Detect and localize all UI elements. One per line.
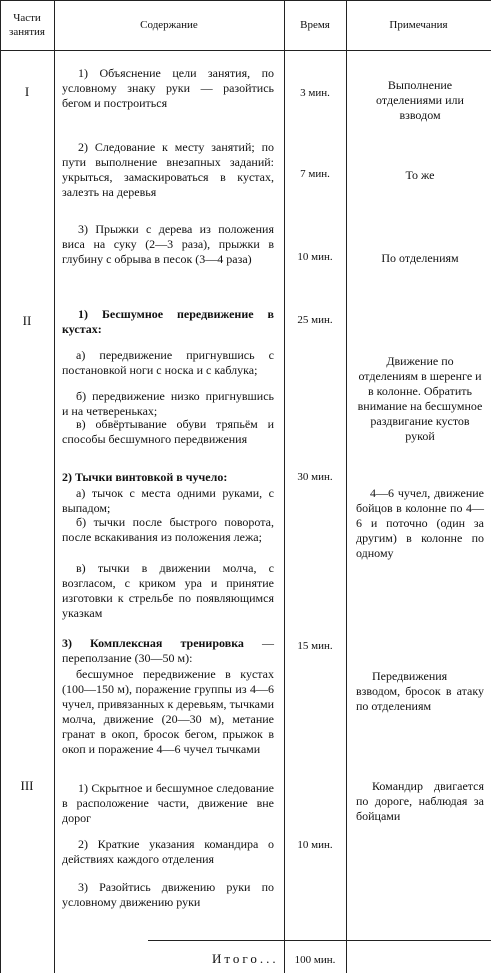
section-title: 1) Бесшумное передвижение в кустах: — [62, 307, 274, 336]
list-item: в) тычки в движении молча, с возгласом, с криком ура и принятие изготовки к стрельбе по появляющимся указкам — [62, 561, 274, 620]
header-part: Части занятия — [9, 12, 45, 38]
row-content: 2) Краткие указания командира о действиях каждого отделения — [62, 837, 274, 866]
row-note: 4—6 чучел, движение бойцов в колонне по 4—6 и поточно (один за другим) в колонне по одному — [356, 486, 484, 560]
row-time: 10 мин. — [297, 839, 333, 851]
section-title: 2) Тычки винтовкой в чучело: — [62, 470, 228, 484]
section-title — [62, 636, 274, 666]
list-item: б) тычки после быстрого поворота, после вскакивания из положения лежа; — [62, 515, 274, 544]
list-item: а) передвижение пригнувшись с постановкой ноги с носка и с каблука; — [62, 348, 274, 377]
row-time: 10 мин. — [297, 251, 333, 263]
column-divider-part — [54, 0, 55, 973]
part-number: I — [24, 84, 30, 99]
row-note: Передвижения взводом, бросок в атаку по отделениям — [356, 669, 484, 713]
row-time: 25 мин. — [297, 314, 333, 326]
row-note: По отделениям — [381, 251, 459, 265]
section-title-rest: — переползание (30—50 м): — [62, 636, 274, 665]
column-divider-time — [346, 0, 347, 973]
row-content: 1) Скрытное и бесшумное следование в расположение части, движение вне дорог — [62, 781, 274, 825]
part-number: III — [20, 778, 34, 793]
table-border-left — [0, 0, 1, 973]
row-time: 7 мин. — [300, 168, 330, 180]
total-label: Итого... — [212, 951, 279, 966]
list-item: а) тычок с места одними руками, с выпадом; — [62, 486, 274, 515]
row-time: 3 мин. — [300, 87, 330, 99]
header-content: Содержание — [140, 19, 198, 31]
row-content: 2) Следование к месту занятий; по пути выполнение внезапных заданий: укрыться, замаскироваться в кустах, залезть на деревья — [62, 140, 274, 199]
part-number: II — [22, 313, 32, 328]
section-title-bold: 3) Комплексная тренировка — [62, 636, 244, 650]
row-note: Командир двигается по дороге, наблюдая за бойцами — [356, 779, 484, 823]
total-time: 100 мин. — [294, 954, 336, 966]
list-item: б) передвижение низко пригнувшись и на четвереньках; — [62, 389, 274, 418]
header-rule — [0, 50, 491, 51]
column-divider-content — [284, 0, 285, 973]
row-content: бесшумное передвижение в кустах (100—150 м), поражение группы из 4—6 чучел, привязанных к деревьям, тычками молча, движение (20—30 м), метание гранат в окоп, бросок бегом, прыжок в окоп и поражение 4—6 чучел тычками — [62, 667, 274, 756]
row-note: Движение по отделениям в шеренге и в колонне. Обратить внимание на бесшумное раздвигание кустов рукой — [357, 354, 483, 443]
row-time: 15 мин. — [297, 640, 333, 652]
list-item: в) обвёртывание обуви тряпьём и способы бесшумного передвижения — [62, 417, 274, 446]
row-content: 3) Разойтись движению руки по условному движению руки — [62, 880, 274, 909]
total-rule — [148, 940, 491, 941]
header-notes: Примечания — [389, 19, 448, 31]
row-time: 30 мин. — [297, 471, 333, 483]
row-content: 1) Объяснение цели занятия, по условному знаку руки — разойтись бегом и построиться — [62, 66, 274, 110]
header-time: Время — [300, 19, 330, 31]
row-content: 3) Прыжки с дерева из положения виса на суку (2—3 раза), прыжки в глубину с обрыва в песок (3—4 раза) — [62, 222, 274, 266]
row-note: Выполнение отделениями или взводом — [376, 78, 464, 122]
row-note: То же — [405, 168, 435, 182]
